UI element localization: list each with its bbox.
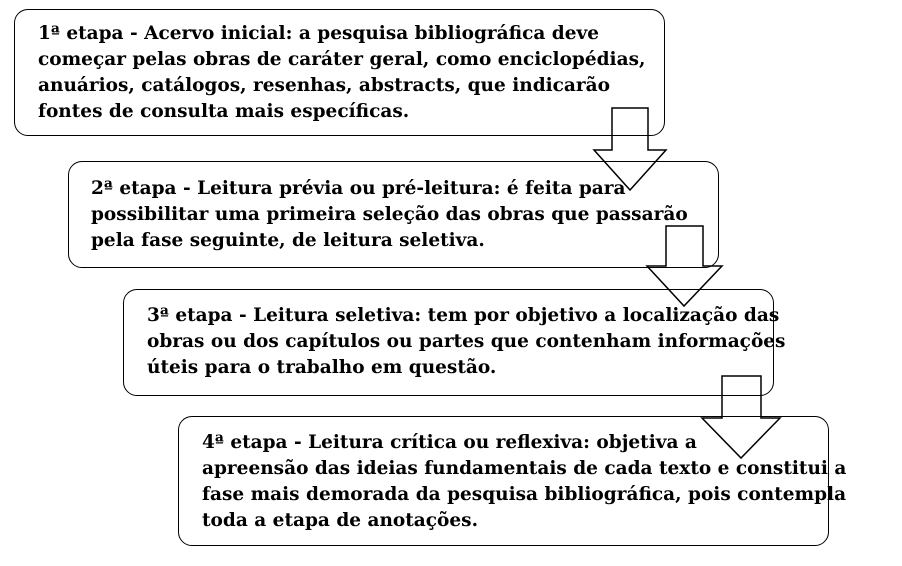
step-2-line-2: possibilitar uma primeira seleção das obras que passarão [91,204,688,225]
step-1-box [14,9,665,136]
step-2-text [91,176,688,254]
step-3-line-1: 3ª etapa - Leitura seletiva: tem por objetivo a localização das [147,305,780,326]
step-3-line-3: úteis para o trabalho em questão. [147,357,497,378]
step-4-line-2: apreensão das ideias fundamentais de cada texto e constitui a [202,458,847,479]
step-4-line-3: fase mais demorada da pesquisa bibliográfica, pois contempla [202,484,847,505]
step-1-line-4: fontes de consulta mais específicas. [38,101,410,122]
step-1-line-1: 1ª etapa - Acervo inicial: a pesquisa bibliográfica deve [38,23,599,44]
step-4-line-1: 4ª etapa - Leitura crítica ou reflexiva: objetiva a [202,432,697,453]
step-4-text [202,430,846,534]
step-1-line-3: anuários, catálogos, resenhas, abstracts, que indicarão [38,75,610,96]
step-2-line-3: pela fase seguinte, de leitura seletiva. [91,230,485,251]
step-2-box [68,161,719,268]
step-4-box [178,416,847,546]
step-3-line-2: obras ou dos capítulos ou partes que contenham informações [147,331,786,352]
step-3-text [147,303,785,381]
step-1-text [38,21,645,125]
step-3-box [123,289,786,396]
step-1-line-2: começar pelas obras de caráter geral, como enciclopédias, [38,49,646,70]
step-2-line-1: 2ª etapa - Leitura prévia ou pré-leitura: é feita para [91,178,626,199]
step-4-line-4: toda a etapa de anotações. [202,510,479,531]
